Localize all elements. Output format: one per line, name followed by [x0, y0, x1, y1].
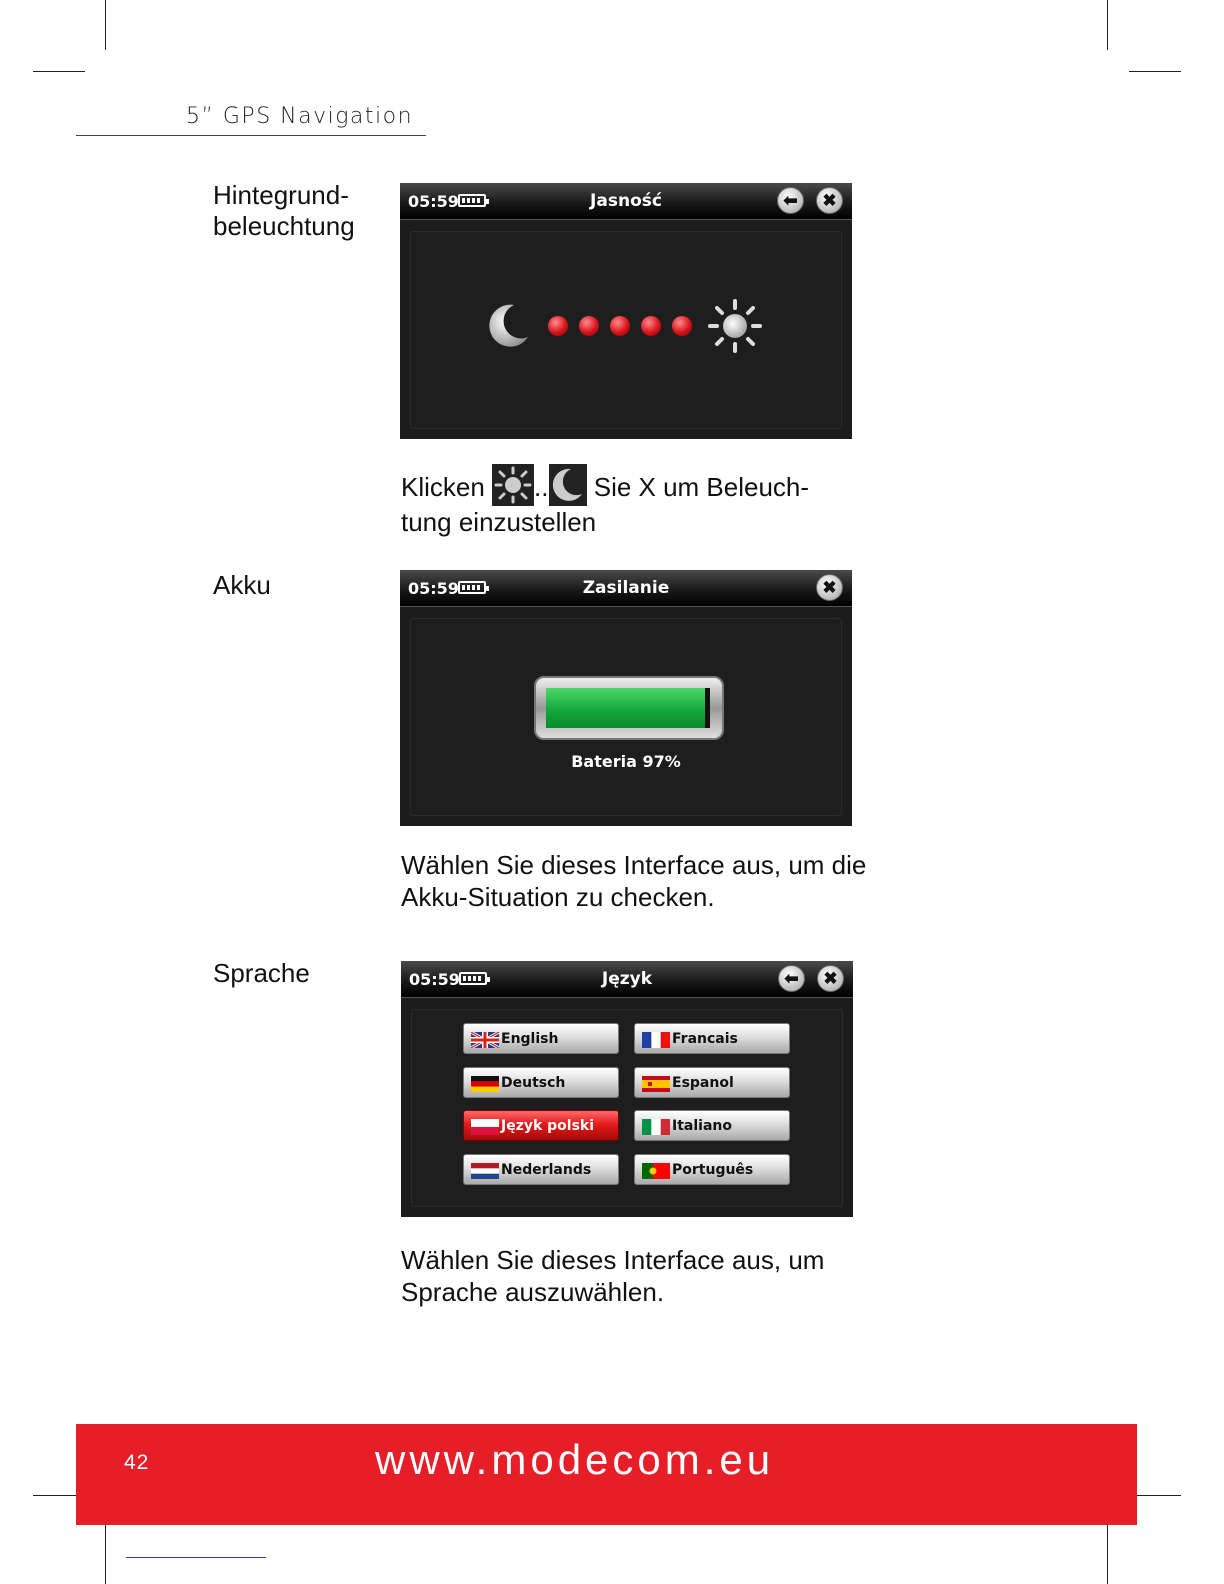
- portugal-flag-icon: [642, 1163, 670, 1179]
- back-button[interactable]: ⬅: [778, 965, 805, 992]
- language-button-english[interactable]: [463, 1023, 619, 1054]
- uk-flag-icon: [471, 1032, 499, 1048]
- brightness-level-dot[interactable]: [641, 316, 661, 336]
- screen-title: Język: [601, 969, 653, 989]
- brightness-level-dot[interactable]: [548, 316, 568, 336]
- moon-icon: [549, 464, 587, 506]
- language-button-deutsch[interactable]: [463, 1067, 619, 1098]
- page-header-title: 5” GPS Navigation: [186, 104, 414, 129]
- language-label: Espanol: [672, 1075, 734, 1091]
- clock: 05:59: [408, 192, 459, 211]
- crop-mark: [1129, 71, 1181, 72]
- backlight-description: [401, 464, 871, 538]
- crop-mark: [33, 71, 85, 72]
- language-button-nederlands[interactable]: [463, 1154, 619, 1185]
- language-label: Deutsch: [501, 1075, 566, 1091]
- language-screen: [401, 961, 853, 1217]
- battery-screen: [400, 570, 852, 826]
- poland-flag-icon: [471, 1119, 499, 1135]
- close-button[interactable]: ✖: [816, 574, 843, 601]
- language-label: Italiano: [672, 1118, 732, 1134]
- section-label-language: Sprache: [213, 958, 310, 988]
- page-number: 42: [124, 1451, 150, 1474]
- bottom-rule: [126, 1557, 266, 1558]
- language-button-portugues[interactable]: [634, 1154, 790, 1185]
- brightness-level-dot[interactable]: [579, 316, 599, 336]
- top-bar: [401, 961, 853, 998]
- clock: 05:59: [408, 579, 459, 598]
- close-button[interactable]: ✖: [817, 965, 844, 992]
- top-bar: [400, 183, 852, 220]
- sun-icon[interactable]: [708, 299, 762, 353]
- crop-mark: [1107, 0, 1108, 50]
- spain-flag-icon: [642, 1076, 670, 1092]
- language-label: Nederlands: [501, 1162, 592, 1178]
- language-description: Wählen Sie dieses Interface aus, um Sprache auszuwählen.: [401, 1245, 825, 1307]
- netherlands-flag-icon: [471, 1163, 499, 1179]
- description-text: Sie X um Beleuch-: [586, 472, 810, 502]
- language-label: Português: [672, 1162, 754, 1178]
- language-button-francais[interactable]: [634, 1023, 790, 1054]
- language-label: Francais: [672, 1031, 738, 1047]
- battery-fill: [546, 688, 705, 728]
- header-rule: [76, 135, 426, 136]
- description-text: ..: [534, 472, 549, 502]
- language-button-espanol[interactable]: [634, 1067, 790, 1098]
- clock: 05:59: [409, 970, 460, 989]
- website-url[interactable]: www.modecom.eu: [375, 1436, 775, 1483]
- section-label-backlight: Hintegrund- beleuchtung: [213, 180, 355, 241]
- back-button[interactable]: ⬅: [777, 187, 804, 214]
- battery-gauge: [534, 676, 724, 740]
- language-label: English: [501, 1031, 559, 1047]
- screen-title: Jasność: [590, 191, 662, 211]
- language-label: Język polski: [501, 1118, 595, 1134]
- sun-icon: [492, 464, 534, 506]
- description-text: tung einzustellen: [401, 507, 597, 537]
- description-text: Klicken: [401, 472, 493, 502]
- france-flag-icon: [642, 1032, 670, 1048]
- italy-flag-icon: [642, 1119, 670, 1135]
- moon-icon[interactable]: [484, 301, 532, 349]
- brightness-level-dot[interactable]: [610, 316, 630, 336]
- language-button-polski[interactable]: [463, 1110, 619, 1141]
- top-bar: [400, 570, 852, 607]
- screen-title: Zasilanie: [582, 578, 670, 598]
- crop-mark: [1107, 1517, 1108, 1584]
- brightness-screen: [400, 183, 852, 439]
- battery-percentage-label: Bateria 97%: [571, 752, 681, 771]
- language-button-italiano[interactable]: [634, 1110, 790, 1141]
- brightness-level-dot[interactable]: [672, 316, 692, 336]
- section-label-battery: Akku: [213, 570, 271, 600]
- close-button[interactable]: ✖: [816, 187, 843, 214]
- crop-mark: [105, 0, 106, 50]
- crop-mark: [105, 1517, 106, 1584]
- germany-flag-icon: [471, 1076, 499, 1092]
- battery-description: Wählen Sie dieses Interface aus, um die Akku-Situation zu checken.: [401, 850, 867, 912]
